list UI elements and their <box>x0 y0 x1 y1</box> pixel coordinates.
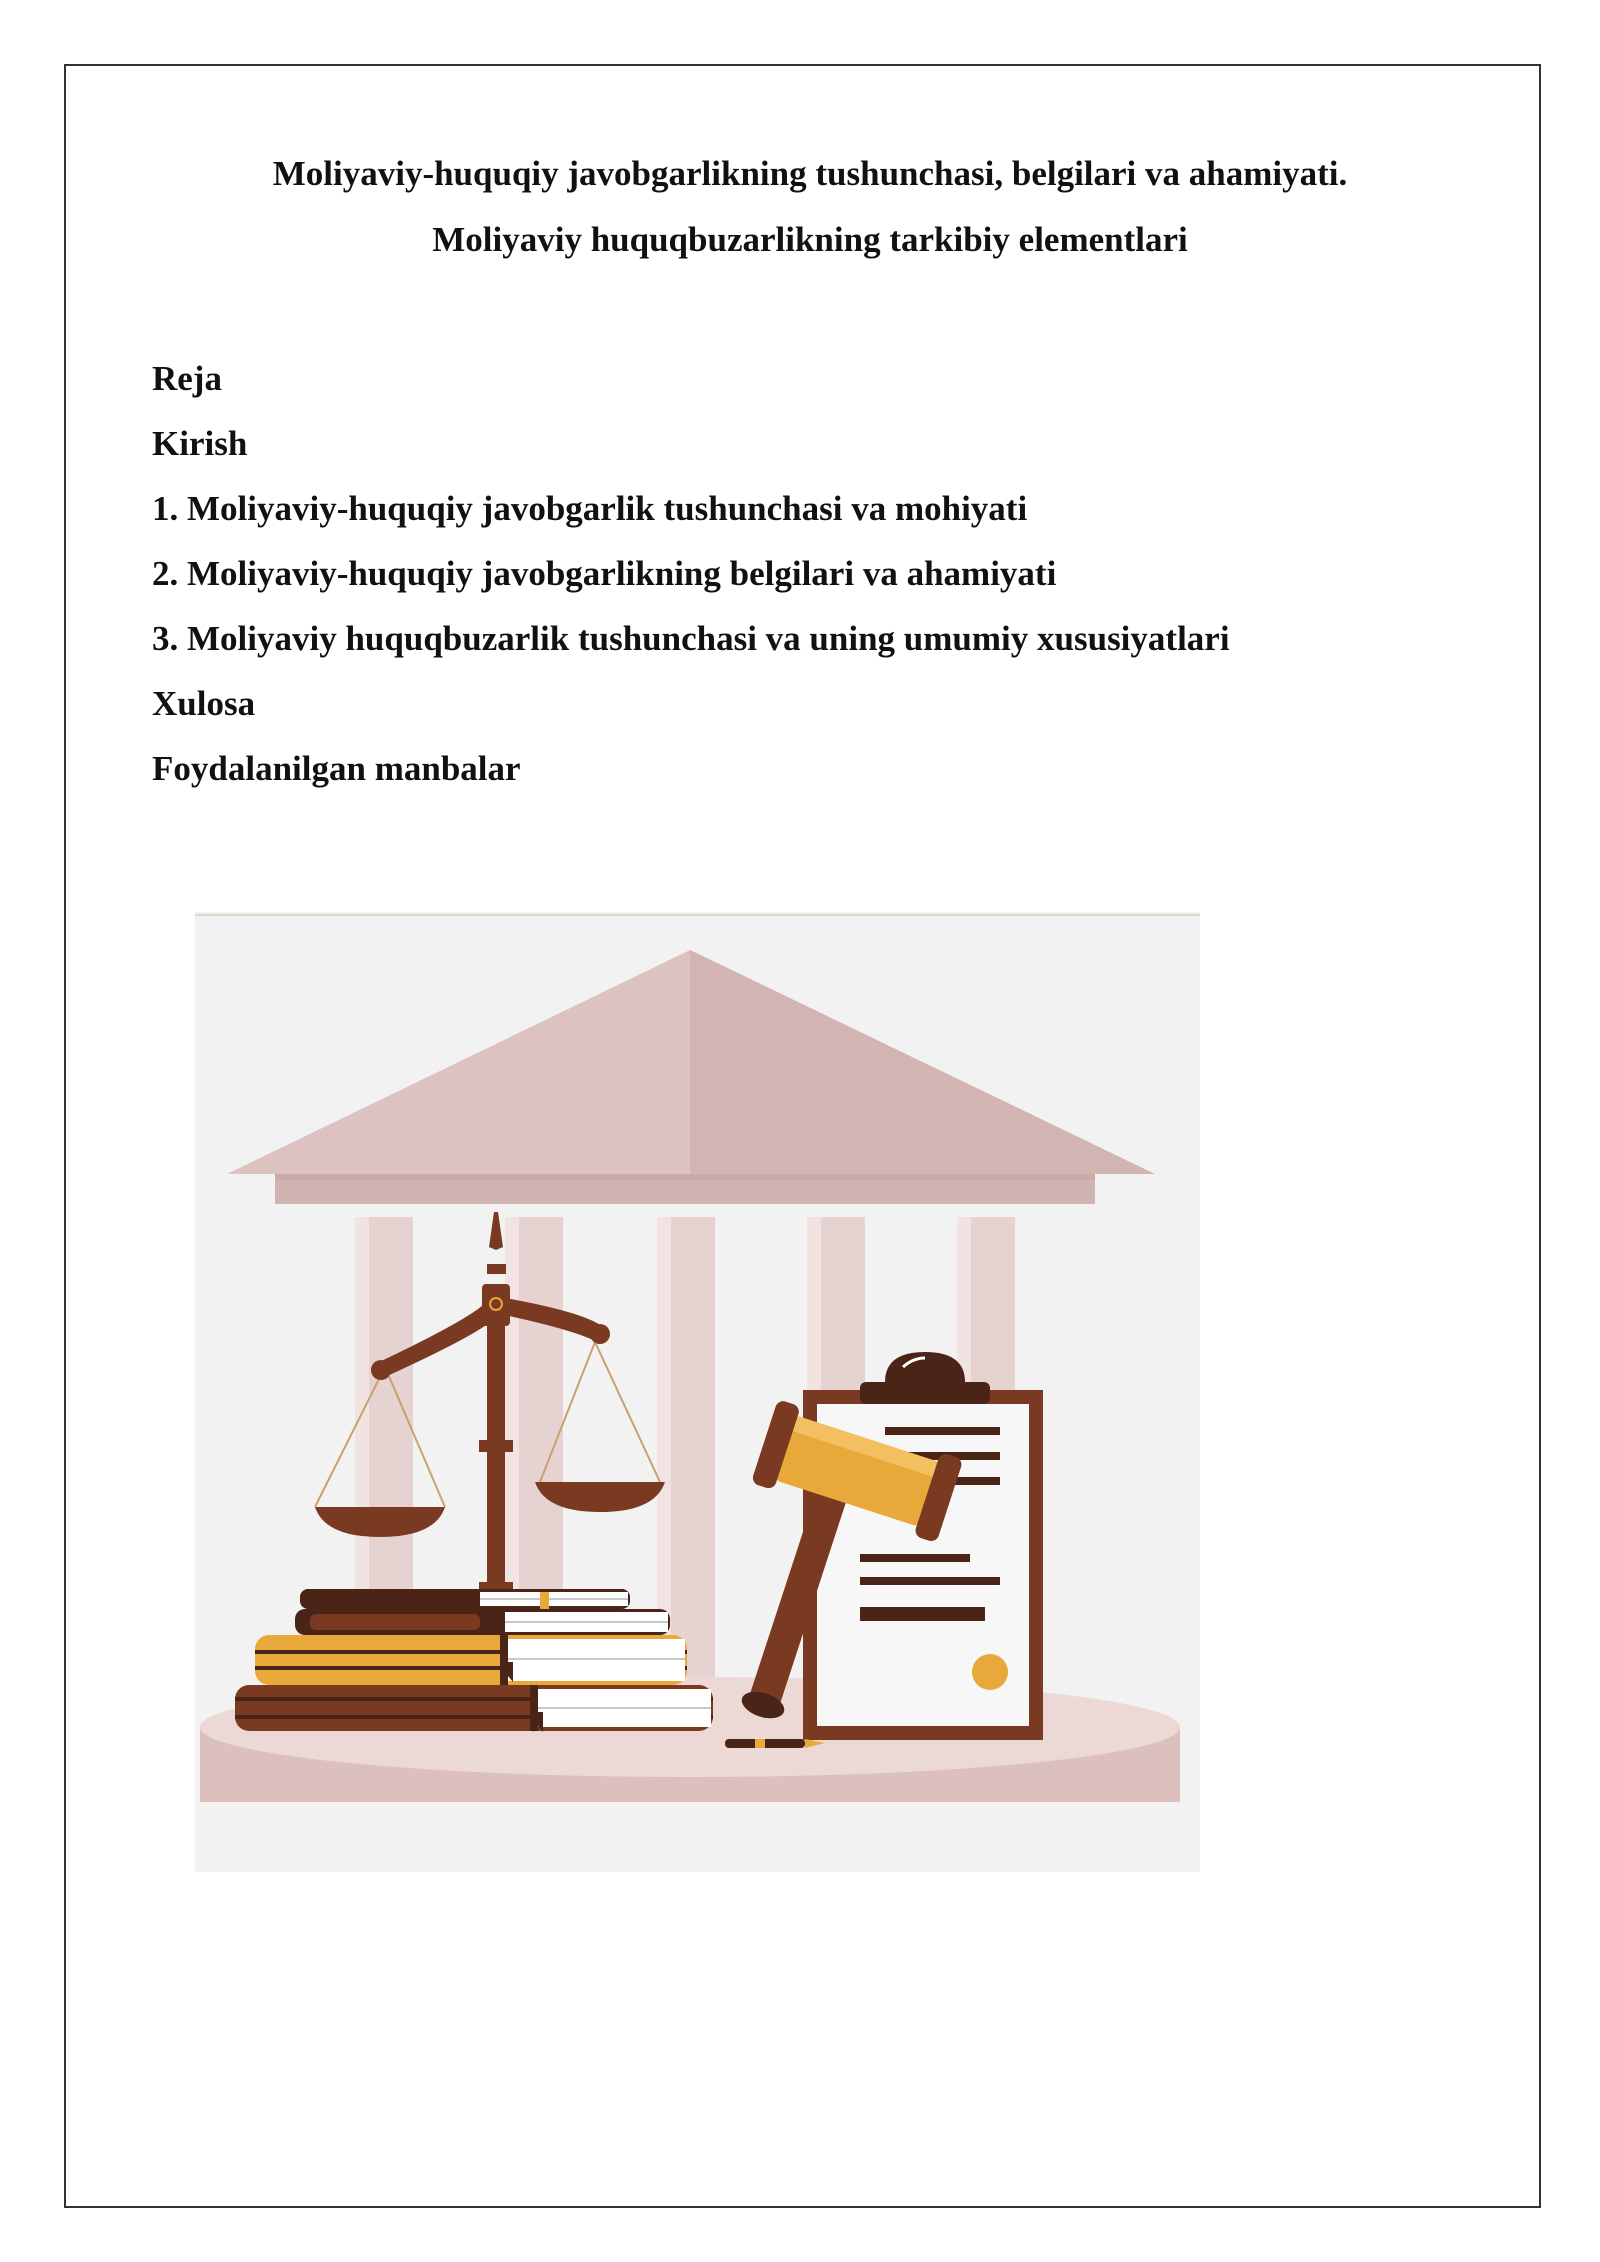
plan-item-1: 1. Moliyaviy-huquqiy javobgarlik tushunchasi va mohiyati <box>152 489 1028 528</box>
law-illustration-svg <box>195 912 1200 1872</box>
plan-item-3: 3. Moliyaviy huquqbuzarlik tushunchasi va uning umumiy xususiyatlari <box>152 619 1230 658</box>
law-illustration <box>195 912 1200 1872</box>
document-title-line-2: Moliyaviy huquqbuzarlikning tarkibiy elementlari <box>432 220 1188 259</box>
plan-item-conclusion: Xulosa <box>152 684 256 723</box>
plan-outline <box>152 346 1230 801</box>
book-stack-icon <box>235 1589 713 1732</box>
pen-icon <box>725 1739 825 1748</box>
plan-item-introduction: Kirish <box>152 424 248 463</box>
plan-item-2: 2. Moliyaviy-huquqiy javobgarlikning belgilari va ahamiyati <box>152 554 1057 593</box>
clipboard-icon <box>803 1352 1043 1740</box>
plan-heading: Reja <box>152 359 222 398</box>
document-title-line-1: Moliyaviy-huquqiy javobgarlikning tushunchasi, belgilari va ahamiyati. <box>272 154 1348 193</box>
plan-item-references: Foydalanilgan manbalar <box>152 749 521 788</box>
